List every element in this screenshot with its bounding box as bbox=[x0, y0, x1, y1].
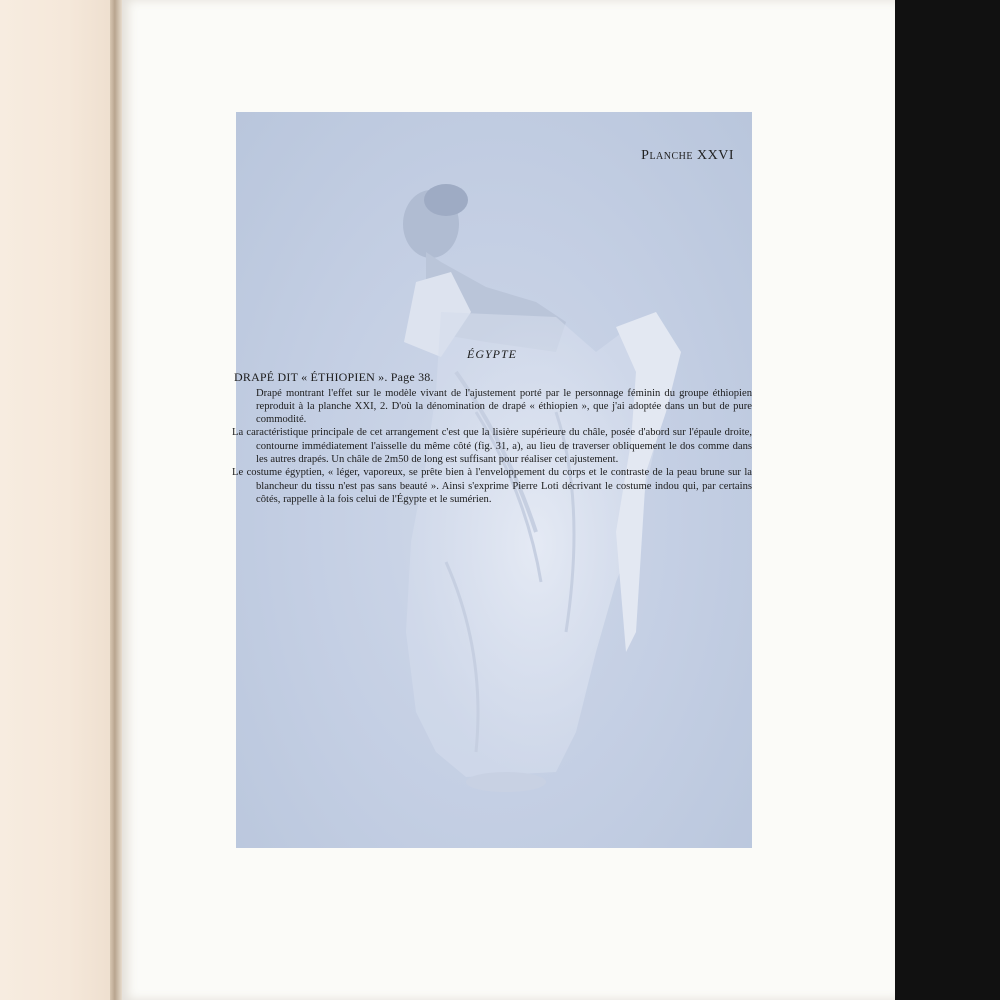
caption-heading: DRAPÉ DIT « ÉTHIOPIEN ». Page 38. bbox=[234, 370, 434, 385]
plate-caption bbox=[232, 348, 752, 506]
caption-title: ÉGYPTE bbox=[466, 347, 517, 361]
plate-number: Planche XXVI bbox=[641, 148, 734, 163]
caption-paragraph-1: Drapé montrant l'effet sur le modèle vivant de l'ajustement porté par le personnage féminin du groupe éthiopien reproduit à la planche XXI, 2. D'où la dénomination de drapé « éthiopien », que j'ai adoptée dans un but de pure commodité. bbox=[256, 387, 752, 426]
caption-paragraph-2: La caractéristique principale de cet arrangement c'est que la lisière supérieure du châle, posée d'abord sur l'épaule droite, contourne immédiatement l'aisselle du même côté (fig. 31, a), au lieu de traverser obliquement le dos comme dans les autres drapés. Un châle de 2m50 de long est suffisant pour réaliser cet ajustement. bbox=[232, 427, 752, 466]
book-gutter bbox=[110, 0, 122, 1000]
caption-paragraph-3: Le costume égyptien, « léger, vaporeux, se prête bien à l'enveloppement du corps et le contraste de la peau brune sur la blancheur du tissu n'est pas sans beauté ». Ainsi s'exprime Pierre Loti décrivant le costume indou qui, par certains côtés, rappelle à la fois celui de l'Égypte et le sumérien. bbox=[232, 467, 752, 505]
left-page bbox=[0, 0, 113, 1000]
